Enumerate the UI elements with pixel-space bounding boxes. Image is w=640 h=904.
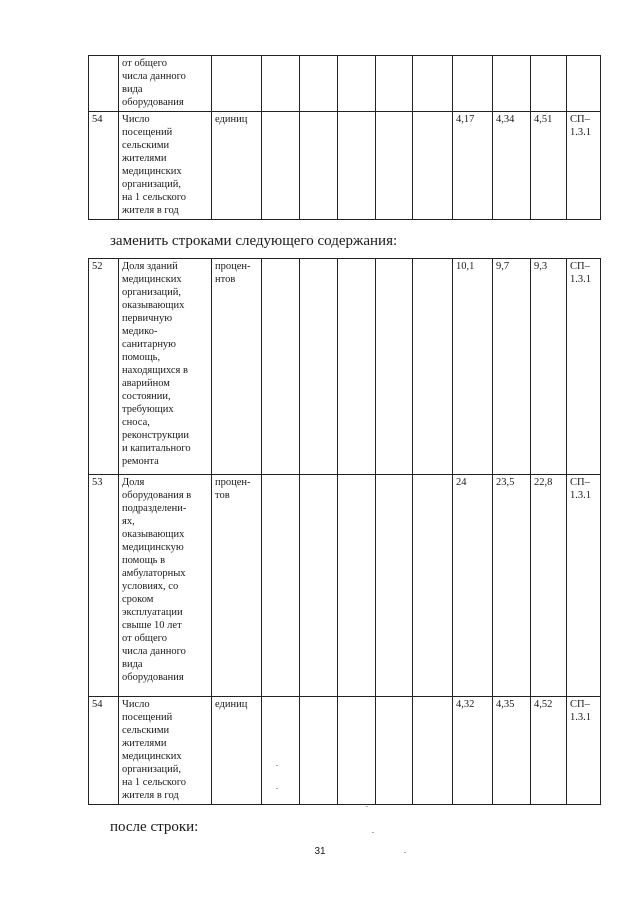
cell-v5: 23,5: [493, 475, 531, 697]
cell-v2: [338, 56, 376, 112]
cell-ref: [567, 56, 601, 112]
cell-empty: [262, 56, 300, 112]
cell-ref: СП– 1.3.1: [567, 112, 601, 220]
cell-v6: [531, 56, 567, 112]
cell-v1: [300, 475, 338, 697]
cell-empty: [262, 259, 300, 475]
cell-num: 54: [89, 112, 119, 220]
cell-name: Число посещений сельскими жителями медицинских организаций, на 1 сельского жителя в год: [119, 697, 212, 805]
replace-instruction: заменить строками следующего содержания:: [110, 233, 398, 249]
cell-v3: [376, 697, 413, 805]
cell-v6: 22,8: [531, 475, 567, 697]
cell-v1: [300, 56, 338, 112]
cell-v3: [376, 475, 413, 697]
cell-unit: процен- нтов: [212, 259, 262, 475]
cell-v4: [453, 56, 493, 112]
table-row: [89, 259, 601, 475]
cell-empty: [413, 259, 453, 475]
cell-empty: [413, 112, 453, 220]
cell-ref: СП– 1.3.1: [567, 259, 601, 475]
cell-v2: [338, 697, 376, 805]
cell-unit: единиц: [212, 697, 262, 805]
cell-ref: СП– 1.3.1: [567, 697, 601, 805]
cell-v3: [376, 259, 413, 475]
cell-ref: СП– 1.3.1: [567, 475, 601, 697]
cell-v1: [300, 112, 338, 220]
table-top: [88, 55, 601, 220]
cell-v5: 4,35: [493, 697, 531, 805]
cell-v4: 10,1: [453, 259, 493, 475]
cell-v5: [493, 56, 531, 112]
cell-empty: [413, 697, 453, 805]
table-row: [89, 56, 601, 112]
cell-v5: 9,7: [493, 259, 531, 475]
cell-v1: [300, 259, 338, 475]
cell-name: от общего числа данного вида оборудования: [119, 56, 212, 112]
cell-v2: [338, 112, 376, 220]
cell-v6: 4,52: [531, 697, 567, 805]
cell-name: Доля оборудования в подразделени- ях, оказывающих медицинскую помощь в амбулаторных условиях, со сроком эксплуатации свыше 10 лет от общего числа данного вида оборудования: [119, 475, 212, 697]
cell-empty: [262, 112, 300, 220]
cell-num: [89, 56, 119, 112]
cell-name: Число посещений сельскими жителями медицинских организаций, на 1 сельского жителя в год: [119, 112, 212, 220]
cell-v3: [376, 56, 413, 112]
after-instruction: после строки:: [110, 819, 199, 835]
cell-name: Доля зданий медицинских организаций, оказывающих первичную медико- санитарную помощь, находящихся в аварийном состоянии, требующих сноса, реконструкции и капитального ремонта: [119, 259, 212, 475]
cell-v5: 4,34: [493, 112, 531, 220]
cell-unit: процен- тов: [212, 475, 262, 697]
table-row: [89, 697, 601, 805]
table-row: [89, 475, 601, 697]
cell-v3: [376, 112, 413, 220]
cell-v6: 9,3: [531, 259, 567, 475]
cell-num: 54: [89, 697, 119, 805]
cell-empty: [262, 697, 300, 805]
cell-empty: [413, 56, 453, 112]
cell-v2: [338, 259, 376, 475]
cell-v1: [300, 697, 338, 805]
cell-v4: 24: [453, 475, 493, 697]
cell-v2: [338, 475, 376, 697]
table-row: [89, 112, 601, 220]
cell-num: 53: [89, 475, 119, 697]
cell-unit: [212, 56, 262, 112]
page-number: 31: [314, 846, 326, 857]
cell-v4: 4,32: [453, 697, 493, 805]
cell-empty: [413, 475, 453, 697]
cell-unit: единиц: [212, 112, 262, 220]
cell-v6: 4,51: [531, 112, 567, 220]
table-new: [88, 258, 601, 805]
cell-num: 52: [89, 259, 119, 475]
cell-empty: [262, 475, 300, 697]
cell-v4: 4,17: [453, 112, 493, 220]
